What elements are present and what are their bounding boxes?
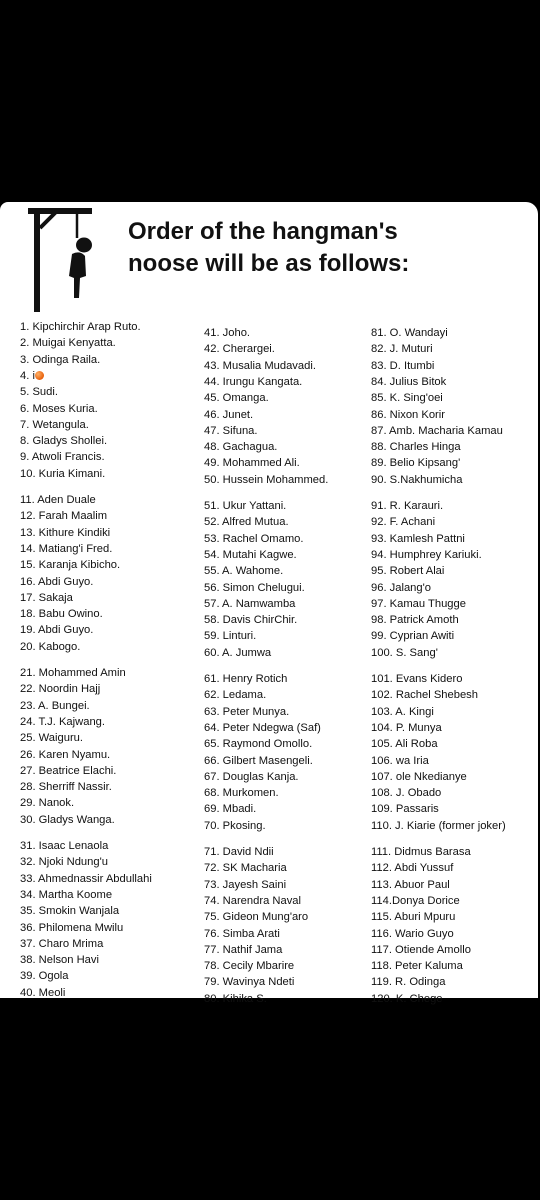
list-item: 27. Beatrice Elachi.: [20, 764, 117, 777]
list-item: 43. Musalia Mudavadi.: [204, 359, 316, 372]
list-item: 99. Cyprian Awiti: [371, 630, 455, 643]
hangman-icon: [28, 206, 108, 314]
list-item: 10. Kuria Kimani.: [20, 467, 106, 480]
list-item: 42. Cherargei.: [204, 343, 275, 356]
list-item: 19. Abdi Guyo.: [20, 624, 94, 637]
list-item: 23. A. Bungei.: [20, 699, 90, 712]
list-item: 46. Junet.: [204, 408, 254, 421]
list-item: 117. Otiende Amollo: [371, 943, 471, 956]
list-item: 9. Atwoli Francis.: [20, 451, 105, 464]
list-item: 93. Kamlesh Pattni: [371, 532, 465, 545]
title-line-2: noose will be as follows:: [128, 250, 410, 277]
list-item: 50. Hussein Mohammed.: [204, 473, 329, 486]
list-item: 52. Alfred Mutua.: [204, 516, 289, 529]
list-item: 114.Donya Dorice: [371, 894, 460, 907]
list-item: 49. Mohammed Ali.: [204, 457, 300, 470]
list-item: 58. Davis ChirChir.: [204, 614, 298, 627]
list-item: 45. Omanga.: [204, 392, 269, 405]
list-item: 64. Peter Ndegwa (Saf): [204, 721, 321, 734]
list-item: 5. Sudi.: [20, 386, 58, 399]
list-item: 60. A. Jumwa: [204, 646, 272, 659]
list-item: 78. Cecily Mbarire: [204, 960, 295, 973]
list-item: 12. Farah Maalim: [20, 510, 108, 523]
list-item: 20. Kabogo.: [20, 640, 81, 653]
list-item: 109. Passaris: [371, 803, 439, 816]
list-item: 1. Kipchirchir Arap Ruto.: [20, 321, 141, 333]
list-item: 54. Mutahi Kagwe.: [204, 548, 297, 561]
list-item: 35. Smokin Wanjala: [20, 905, 120, 918]
list-item: 107. ole Nkedianye: [371, 770, 467, 783]
list-item: 110. J. Kiarie (former joker): [371, 819, 506, 832]
list-item: 79. Wavinya Ndeti: [204, 976, 295, 989]
list-item: 81. O. Wandayi: [371, 327, 448, 339]
list-item: 34. Martha Koome: [20, 888, 113, 901]
list-item: 62. Ledama.: [204, 689, 267, 702]
list-item: 29. Nanok.: [20, 797, 75, 810]
list-item: 118. Peter Kaluma: [371, 960, 463, 973]
list-item: 32. Njoki Ndung'u: [20, 856, 108, 869]
list-item: 3. Odinga Raila.: [20, 353, 101, 366]
list-item: 11. Aden Duale: [20, 494, 96, 506]
list-item: 111. Didmus Barasa: [371, 846, 471, 858]
list-item: 75. Gideon Mung'aro: [204, 911, 309, 924]
list-item: 18. Babu Owino.: [20, 608, 103, 621]
list-item: 116. Wario Guyo: [371, 927, 454, 940]
list-item: 61. Henry Rotich: [204, 673, 288, 685]
list-item: 47. Sifuna.: [204, 424, 258, 437]
list-item: 13. Kithure Kindiki: [20, 526, 111, 539]
list-item: 89. Belio Kipsang': [371, 457, 461, 470]
list-item: 96. Jalang'o: [371, 581, 431, 594]
list-item: 65. Raymond Omollo.: [204, 738, 313, 751]
list-item: 25. Waiguru.: [20, 732, 84, 745]
list-item: 91. R. Karauri.: [371, 500, 444, 512]
list-item: 31. Isaac Lenaola: [20, 840, 109, 852]
list-item: 71. David Ndii: [204, 846, 274, 858]
title-line-1: Order of the hangman's: [128, 218, 398, 245]
list-item: 97. Kamau Thugge: [371, 597, 466, 610]
list-item: 17. Sakaja: [20, 591, 73, 604]
list-item: 38. Nelson Havi: [20, 954, 99, 967]
list-item: 103. A. Kingi: [371, 705, 434, 718]
list-item: 22. Noordin Hajj: [20, 683, 101, 696]
list-item: 104. P. Munya: [371, 721, 442, 734]
list-item: 108. J. Obado: [371, 787, 442, 800]
list-card: [0, 202, 538, 1005]
list-item: 86. Nixon Korir: [371, 408, 445, 421]
list-item: 87. Amb. Macharia Kamau: [371, 424, 503, 437]
list-item: 36. Philomena Mwilu: [20, 921, 124, 934]
list-item: 106. wa Iria: [371, 754, 429, 767]
list-item: 84. Julius Bitok: [371, 375, 447, 388]
list-item: 59. Linturi.: [204, 630, 257, 643]
list-item: 63. Peter Munya.: [204, 705, 290, 718]
list-item: 94. Humphrey Kariuki.: [371, 548, 482, 561]
list-item: 33. Ahmednassir Abdullahi: [20, 872, 152, 885]
list-item: 39. Ogola: [20, 970, 69, 983]
list-item: 67. Douglas Kanja.: [204, 770, 299, 783]
list-item: 56. Simon Chelugui.: [204, 581, 305, 594]
list-item: 95. Robert Alai: [371, 565, 445, 578]
list-item: 57. A. Namwamba: [204, 597, 296, 610]
list-item: 98. Patrick Amoth: [371, 614, 459, 627]
list-item: 76. Simba Arati: [204, 927, 280, 940]
list-item: 40. Meoli: [20, 986, 66, 999]
list-item: 14. Matiang'i Fred.: [20, 542, 113, 555]
list-item: 92. F. Achani: [371, 516, 436, 529]
list-item: 100. S. Sang': [371, 646, 438, 659]
list-item: 69. Mbadi.: [204, 803, 257, 816]
list-item: 70. Pkosing.: [204, 819, 266, 832]
list-item: 83. D. Itumbi: [371, 359, 435, 372]
list-item: 28. Sherriff Nassir.: [20, 781, 112, 794]
list-item: 85. K. Sing'oei: [371, 392, 443, 405]
list-item: 37. Charo Mrima: [20, 937, 104, 950]
list-item: 112. Abdi Yussuf: [371, 862, 454, 875]
list-item: 101. Evans Kidero: [371, 673, 463, 685]
list-item: 90. S.Nakhumicha: [371, 473, 463, 486]
list-item: 66. Gilbert Masengeli.: [204, 754, 313, 767]
list-item: 41. Joho.: [204, 327, 251, 339]
list-item: 6. Moses Kuria.: [20, 402, 98, 415]
list-item: 2. Muigai Kenyatta.: [20, 337, 116, 350]
list-item: 102. Rachel Shebesh: [371, 689, 478, 702]
list-item: 74. Narendra Naval: [204, 894, 302, 907]
list-item: 8. Gladys Shollei.: [20, 435, 108, 448]
list-item: 113. Abuor Paul: [371, 878, 450, 891]
list-item: 73. Jayesh Saini: [204, 878, 287, 891]
page-title: [128, 216, 409, 280]
list-item: 30. Gladys Wanga.: [20, 813, 115, 826]
list-item: 53. Rachel Omamo.: [204, 532, 304, 545]
list-item: 48. Gachagua.: [204, 441, 278, 454]
list-item: 51. Ukur Yattani.: [204, 500, 287, 512]
list-item: 4. i: [20, 369, 44, 383]
list-item: 105. Ali Roba: [371, 738, 438, 751]
list-item: 16. Abdi Guyo.: [20, 575, 94, 588]
list-item: 115. Aburi Mpuru: [371, 911, 456, 924]
list-item: 55. A. Wahome.: [204, 565, 284, 578]
list-item: 119. R. Odinga: [371, 976, 446, 989]
list-item: 24. T.J. Kajwang.: [20, 715, 105, 728]
list-item: 88. Charles Hinga: [371, 441, 461, 454]
list-item: 26. Karen Nyamu.: [20, 748, 111, 761]
list-item: 80. Kihika S.: [204, 992, 267, 1005]
list-item: 7. Wetangula.: [20, 418, 89, 431]
list-item: 21. Mohammed Amin: [20, 667, 126, 679]
list-item: 15. Karanja Kibicho.: [20, 559, 121, 572]
list-item: 44. Irungu Kangata.: [204, 375, 303, 388]
list-item: 77. Nathif Jama: [204, 943, 283, 956]
list-item: 68. Murkomen.: [204, 787, 279, 800]
list-item: 120. K. Chege: [371, 992, 443, 1005]
list-item: 72. SK Macharia: [204, 862, 287, 875]
list-item: 82. J. Muturi: [371, 343, 433, 356]
peach-icon: [35, 371, 44, 380]
